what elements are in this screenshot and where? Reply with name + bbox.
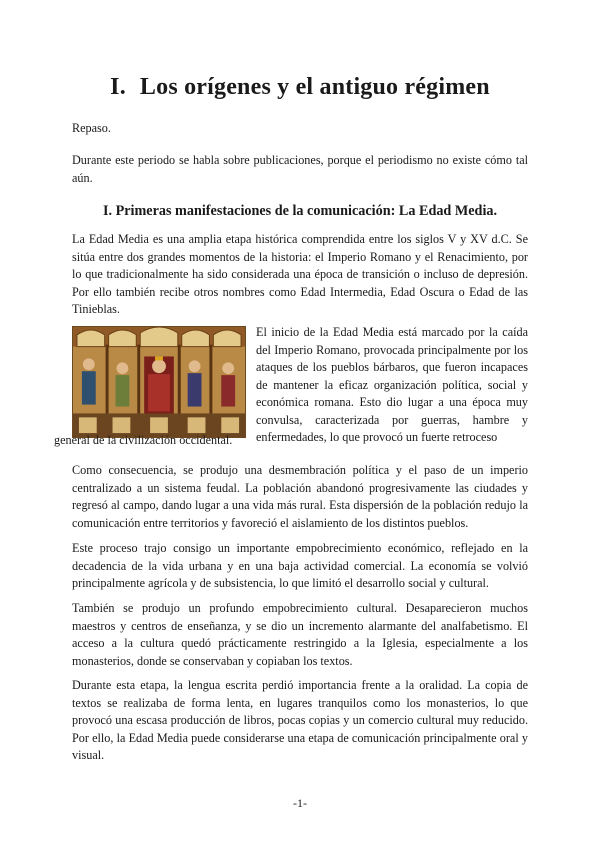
chapter-number: I. (110, 74, 126, 100)
chapter-title (72, 74, 528, 101)
paragraph-5: También se produjo un profundo empobrecimiento cultural. Desaparecieron muchos maestros y centros de enseñanza, y se dio un incremento alarmante del analfabetismo. El acceso a la cultura quedó prácticamente restringido a la Iglesia, especialmente a los monasterios, donde se conservaban y copiaban los textos. (72, 601, 528, 668)
page-number: -1- (293, 796, 307, 810)
paragraph-6: Durante esta etapa, la lengua escrita perdió importancia frente a la oralidad. La copia de textos se realizaba de forma lenta, en lugares tranquilos como los monasterios, lo que provocó una escasa producción de libros, pocas copias y un comercio cultural muy reducido. Por ello, la Edad Media puede considerarse una etapa de comunicación principalmente oral y visual. (72, 678, 528, 762)
paragraph-2-tail: general de la civilización occidental. (54, 433, 233, 447)
paragraph-2-wrapped: El inicio de la Edad Media está marcado por la caída del Imperio Romano, provocada principalmente por los ataques de los pueblos bárbaros, que fueron incapaces de mantener la eficaz organización política, social y económica romana. Esto dio lugar a una época muy convulsa, caracterizada por guerras, hambre y enfermedades, lo que provocó un fuerte retroceso (256, 325, 528, 444)
paragraph-4: Este proceso trajo consigo un importante empobrecimiento económico, reflejado en la decadencia de la vida urbana y en una baja actividad comercial. La economía se volvió principalmente agrícola y de subsistencia, lo que limitó el desarrollo social y cultural. (72, 541, 528, 590)
section-heading: I. Primeras manifestaciones de la comunicación: La Edad Media. (102, 203, 498, 219)
chapter-title-text: Los orígenes y el antiguo régimen (139, 74, 490, 100)
medieval-miniature-image (72, 326, 246, 438)
intro-periodo: Durante este periodo se habla sobre publicaciones, porque el periodismo no existe cómo tal aún. (72, 153, 528, 185)
paragraph-1: La Edad Media es una amplia etapa histórica comprendida entre los siglos V y XV d.C. Se sitúa entre dos grandes momentos de la historia: el Imperio Romano y el Renacimiento, por lo que tradicionalmente ha sido considerada una época de transición o incluso de depresión. Por ello también recibe otros nombres como Edad Intermedia, Edad Oscura o Edad de las Tinieblas. (72, 232, 528, 316)
intro-repaso: Repaso. (72, 121, 111, 135)
paragraph-3: Como consecuencia, se produjo una desmembración política y el paso de un imperio centralizado a un sistema feudal. La población abandonó progresivamente las ciudades y regresó al campo, dando lugar a una vida más rural. Esta dispersión de la población redujo la comunicación entre territorios y favoreció el aislamiento de los distintos pueblos. (72, 463, 528, 530)
